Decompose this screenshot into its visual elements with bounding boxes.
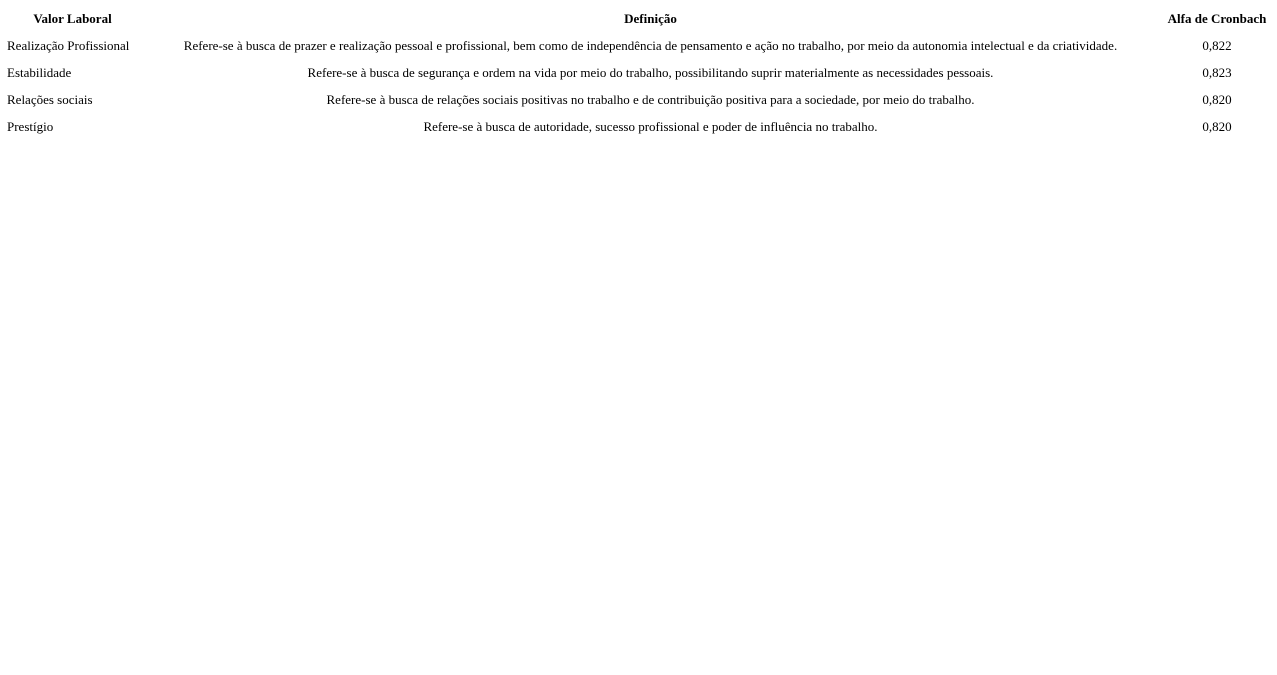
cell-definicao: Refere-se à busca de segurança e ordem na vida por meio do trabalho, possibilitando suprir materialmente as necessidades pessoais.: [307, 64, 994, 80]
cell-definicao: Refere-se à busca de autoridade, sucesso profissional e poder de influência no trabalho.: [423, 118, 878, 134]
table-row: [4, 113, 1274, 140]
cell-valor: Realização Profissional: [7, 37, 130, 53]
header-valor-laboral: Valor Laboral: [33, 10, 112, 26]
cell-definicao: Refere-se à busca de relações sociais positivas no trabalho e de contribuição positiva para a sociedade, por meio do trabalho.: [326, 91, 975, 107]
cell-alfa: 0,822: [1202, 37, 1232, 53]
values-table: [4, 5, 1274, 140]
table-row: [4, 59, 1274, 86]
table-header-row: [4, 5, 1274, 32]
header-alfa-cronbach: Alfa de Cronbach: [1167, 10, 1267, 26]
cell-alfa: 0,820: [1202, 91, 1232, 107]
cell-valor: Relações sociais: [7, 91, 93, 107]
cell-alfa: 0,823: [1202, 64, 1232, 80]
header-definicao: Definição: [624, 10, 677, 26]
cell-valor: Prestígio: [7, 118, 54, 134]
cell-valor: Estabilidade: [7, 64, 72, 80]
cell-definicao: Refere-se à busca de prazer e realização pessoal e profissional, bem como de independência de pensamento e ação no trabalho, por meio da autonomia intelectual e da criatividade.: [183, 37, 1118, 53]
table-row: [4, 32, 1274, 59]
cell-alfa: 0,820: [1202, 118, 1232, 134]
table-row: [4, 86, 1274, 113]
